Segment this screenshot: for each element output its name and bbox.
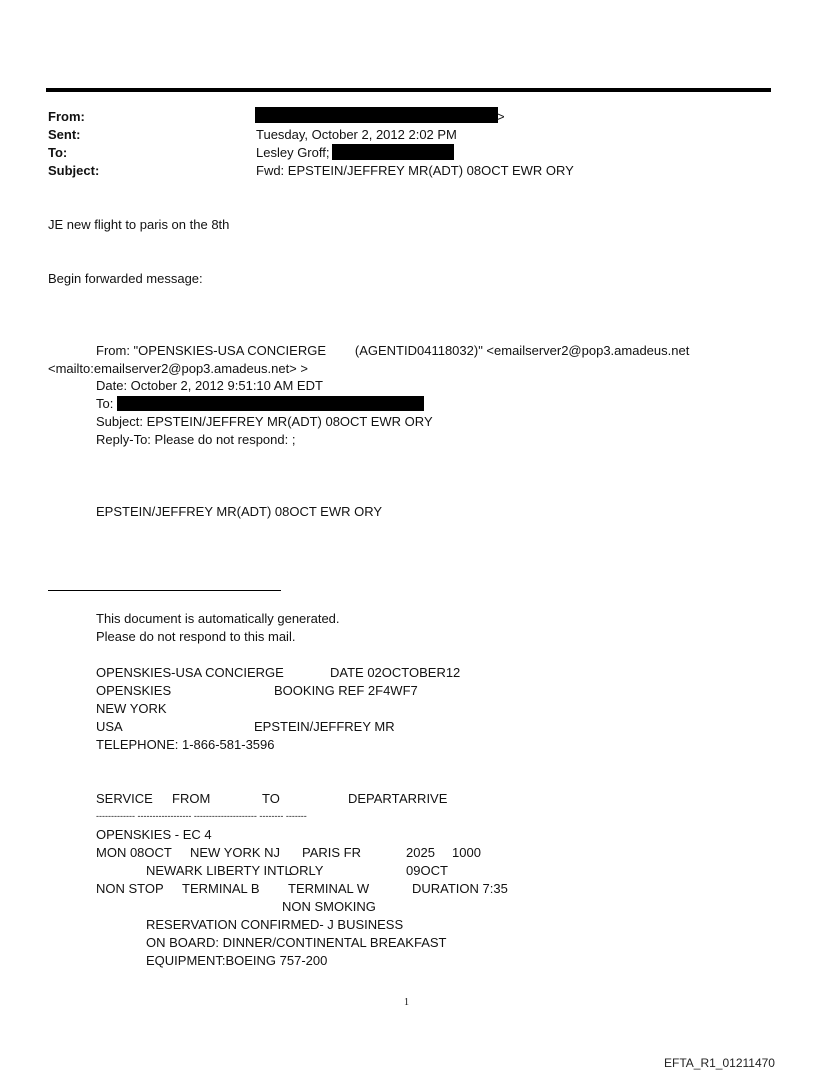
flight-equipment: EQUIPMENT:BOEING 757-200 xyxy=(146,953,328,968)
col-service: SERVICE xyxy=(96,791,153,806)
agency: OPENSKIES-USA CONCIERGE xyxy=(96,665,284,680)
issue-date: DATE 02OCTOBER12 xyxy=(330,665,461,680)
booking-ref: BOOKING REF 2F4WF7 xyxy=(274,683,418,698)
redacted-fwd-to xyxy=(117,396,424,411)
column-separator: ------------- ------------------ --------------------- -------- ------- xyxy=(96,811,307,821)
from-label: From: xyxy=(48,109,85,124)
fwd-date-line: Date: October 2, 2012 9:51:10 AM EDT xyxy=(96,378,323,393)
flight-from-airport: NEWARK LIBERTY INTL xyxy=(146,863,292,878)
country: USA xyxy=(96,719,123,734)
footer-document-id: EFTA_R1_01211470 xyxy=(664,1056,775,1070)
flight-stops: NON STOP xyxy=(96,881,164,896)
flight-service: OPENSKIES - EC 4 xyxy=(96,827,212,842)
fwd-mailto-line: <mailto:emailserver2@pop3.amadeus.net> > xyxy=(48,361,308,376)
redacted-to xyxy=(332,144,454,160)
forward-intro: Begin forwarded message: xyxy=(48,271,203,286)
to-label: To: xyxy=(48,145,68,160)
col-arrive: ARRIVE xyxy=(399,791,448,806)
fwd-to-label: To: xyxy=(96,396,114,411)
page-number: 1 xyxy=(404,997,409,1008)
subject-label: Subject: xyxy=(48,163,100,178)
col-depart: DEPART xyxy=(348,791,400,806)
airline: OPENSKIES xyxy=(96,683,172,698)
to-value: Lesley Groff; xyxy=(256,145,330,160)
flight-arrive-date: 09OCT xyxy=(406,863,448,878)
subject-value: Fwd: EPSTEIN/JEFFREY MR(ADT) 08OCT EWR ORY xyxy=(256,163,574,178)
flight-depart: 2025 xyxy=(406,845,435,860)
flight-onboard: ON BOARD: DINNER/CONTINENTAL BREAKFAST xyxy=(146,935,447,950)
passenger-line: EPSTEIN/JEFFREY MR(ADT) 08OCT EWR ORY xyxy=(96,504,383,519)
body-note: JE new flight to paris on the 8th xyxy=(48,217,230,232)
col-from: FROM xyxy=(172,791,211,806)
flight-reservation: RESERVATION CONFIRMED- J BUSINESS xyxy=(146,917,404,932)
flight-day: MON 08OCT xyxy=(96,845,172,860)
flight-to-city: PARIS FR xyxy=(302,845,361,860)
passenger-name: EPSTEIN/JEFFREY MR xyxy=(254,719,395,734)
sent-label: Sent: xyxy=(48,127,81,142)
flight-arrive: 1000 xyxy=(452,845,481,860)
notice-line-1: This document is automatically generated. xyxy=(96,611,340,626)
col-to: TO xyxy=(262,791,280,806)
city: NEW YORK xyxy=(96,701,167,716)
fwd-reply-to-line: Reply-To: Please do not respond: ; xyxy=(96,432,296,447)
section-rule xyxy=(48,590,281,591)
flight-from-terminal: TERMINAL B xyxy=(182,881,260,896)
notice-line-2: Please do not respond to this mail. xyxy=(96,629,296,644)
redacted-from xyxy=(255,107,498,123)
fwd-from-line: From: "OPENSKIES-USA CONCIERGE (AGENTID04118032)" <emailserver2@pop3.amadeus.net xyxy=(96,343,690,358)
sent-value: Tuesday, October 2, 2012 2:02 PM xyxy=(256,127,457,142)
flight-to-terminal: TERMINAL W xyxy=(288,881,370,896)
header-top-rule xyxy=(46,88,771,92)
fwd-subject-line: Subject: EPSTEIN/JEFFREY MR(ADT) 08OCT EWR ORY xyxy=(96,414,433,429)
flight-from-city: NEW YORK NJ xyxy=(190,845,281,860)
flight-smoking: NON SMOKING xyxy=(282,899,376,914)
flight-to-airport: ORLY xyxy=(289,863,324,878)
from-suffix: > xyxy=(497,109,505,124)
telephone: TELEPHONE: 1-866-581-3596 xyxy=(96,737,275,752)
flight-duration: DURATION 7:35 xyxy=(412,881,508,896)
